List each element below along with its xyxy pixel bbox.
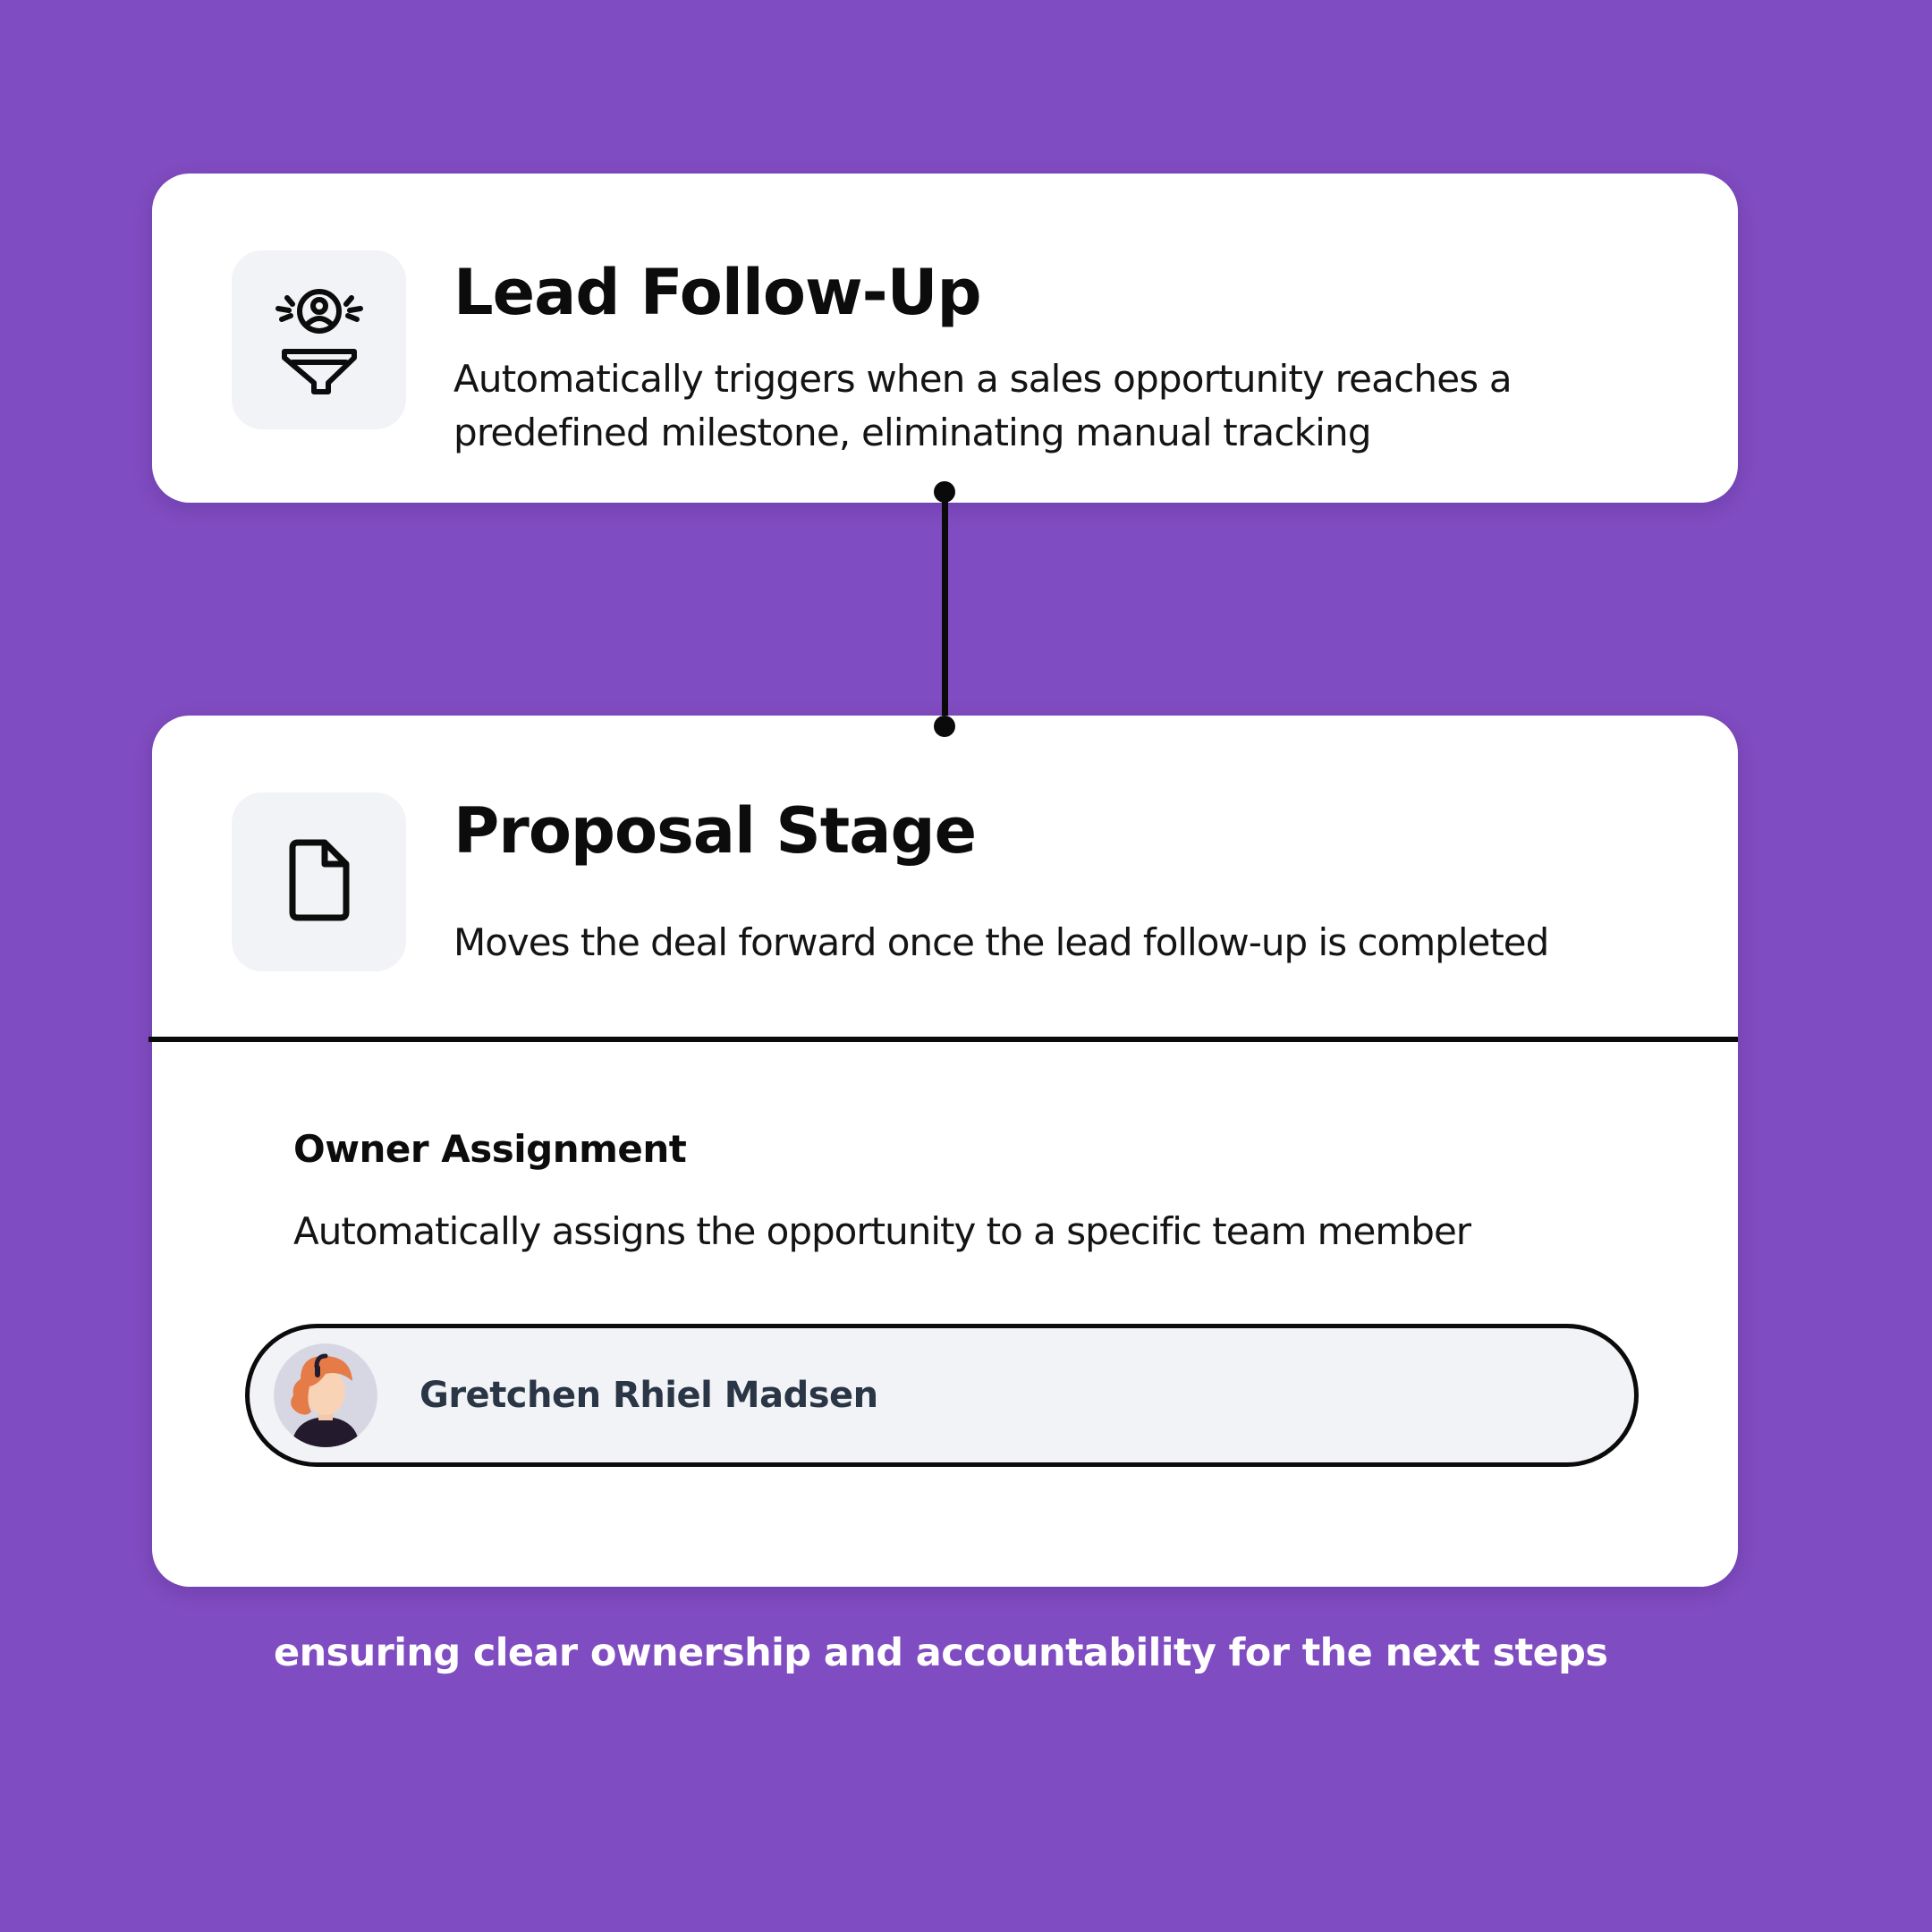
proposal-icon-tile	[232, 792, 406, 971]
connector-start-dot	[934, 481, 955, 503]
proposal-card-description: Moves the deal forward once the lead follow-up is completed	[453, 920, 1549, 964]
document-icon	[284, 837, 355, 927]
owner-assignment-description: Automatically assigns the opportunity to a specific team member	[293, 1209, 1471, 1253]
owner-selector[interactable]	[245, 1324, 1639, 1467]
owner-name: Gretchen Rhiel Madsen	[419, 1375, 878, 1416]
lead-card-description: Automatically triggers when a sales opportunity reaches a predefined milestone, eliminating manual tracking	[453, 357, 1512, 454]
lead-card-title: Lead Follow-Up	[453, 256, 981, 329]
footer-caption: ensuring clear ownership and accountability for the next steps	[274, 1631, 1608, 1675]
proposal-stage-card[interactable]	[152, 716, 1738, 1587]
connector-end-dot	[934, 716, 955, 737]
user-avatar	[274, 1343, 377, 1447]
funnel-person-icon	[269, 280, 369, 400]
proposal-card-title: Proposal Stage	[453, 794, 977, 868]
section-divider	[148, 1037, 1738, 1042]
lead-follow-up-card[interactable]	[152, 174, 1738, 503]
lead-icon-tile	[232, 250, 406, 429]
flow-connector-line	[942, 492, 948, 726]
owner-assignment-title: Owner Assignment	[293, 1127, 687, 1171]
